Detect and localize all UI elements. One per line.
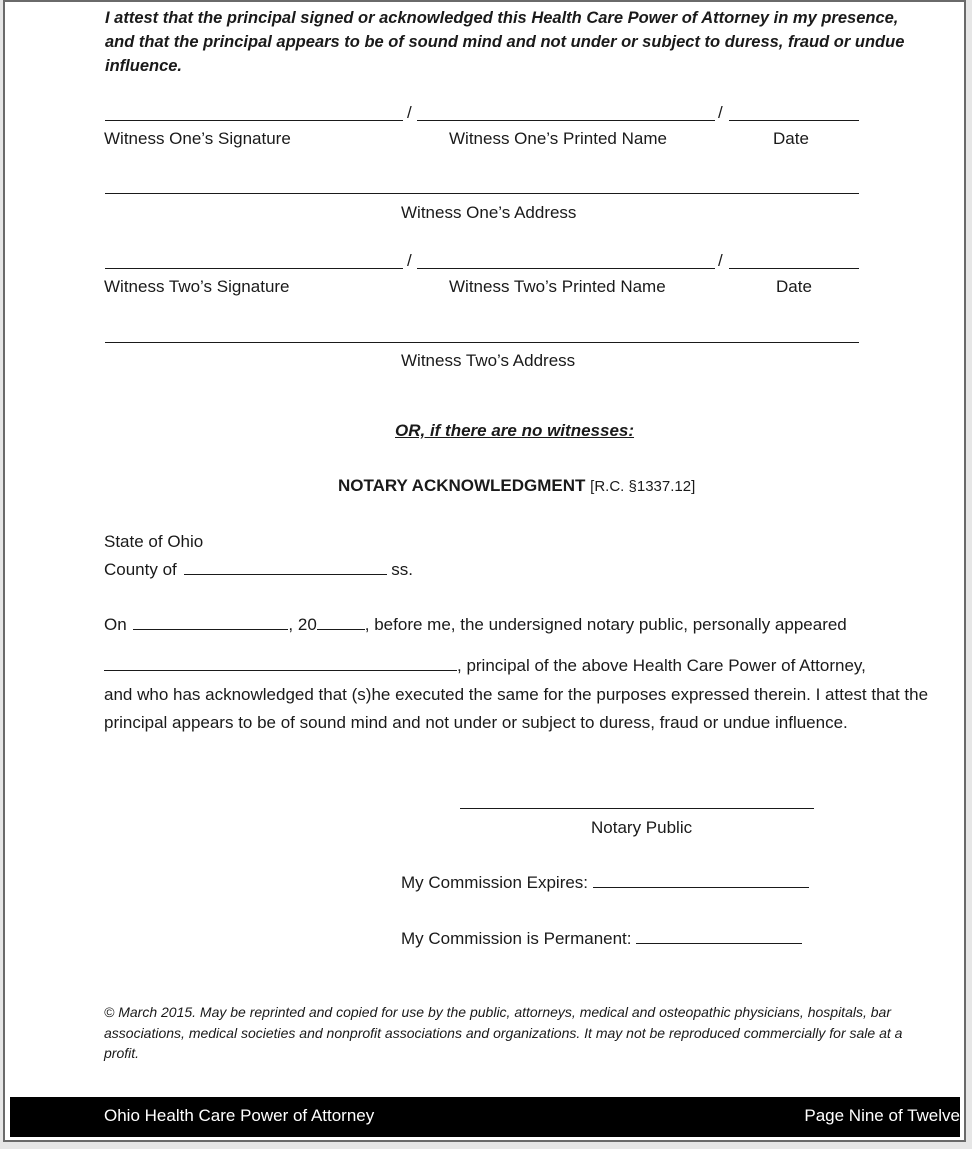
notary-signature-line[interactable] — [460, 808, 814, 809]
separator-slash: / — [718, 103, 723, 122]
on-prefix: On — [104, 615, 127, 634]
copyright-notice: © March 2015. May be reprinted and copied for use by the public, attorneys, medical and osteopathic physicians, hospitals, bar associations, medical societies and nonprofit associations and organizations. It may not be reproduced commercially for sale at a profit. — [104, 1004, 903, 1061]
no-witnesses-heading: OR, if there are no witnesses: — [395, 421, 635, 440]
principal-row — [104, 655, 866, 677]
witness-two-printed-name-label: Witness Two’s Printed Name — [449, 277, 666, 296]
witness-one-address-line[interactable] — [105, 193, 859, 194]
witness-one-address-label: Witness One’s Address — [401, 203, 577, 222]
commission-expires-row — [401, 872, 809, 894]
footer-document-title: Ohio Health Care Power of Attorney — [104, 1106, 375, 1125]
witness-two-signature-label: Witness Two’s Signature — [104, 277, 290, 296]
date-day-blank[interactable] — [133, 615, 288, 630]
county-prefix: County of — [104, 560, 177, 579]
commission-permanent-row — [401, 928, 802, 950]
witness-one-printed-name-label: Witness One’s Printed Name — [449, 129, 667, 148]
witness-one-date-line[interactable] — [729, 120, 859, 121]
witness-one-printed-name-line[interactable] — [417, 120, 715, 121]
appeared-text: , before me, the undersigned notary public, personally appeared — [364, 615, 847, 634]
commission-expires-blank[interactable] — [593, 873, 809, 888]
acknowledgment-paragraph: and who has acknowledged that (s)he executed the same for the purposes expressed therein. I attest that the principal appears to be of sound mind and not under or subject to duress, fraud or undue influence. — [104, 685, 929, 732]
county-blank[interactable] — [184, 560, 387, 575]
footer-bar — [10, 1097, 960, 1137]
county-suffix: ss. — [391, 560, 413, 579]
principal-text: , principal of the above Health Care Power of Attorney, — [457, 656, 866, 675]
commission-permanent-blank[interactable] — [636, 929, 802, 944]
witness-two-address-label: Witness Two’s Address — [401, 351, 576, 370]
witness-two-date-label: Date — [776, 277, 812, 296]
year-prefix: , 20 — [288, 615, 317, 634]
notary-citation: [R.C. §1337.12] — [590, 478, 696, 495]
appearance-date-row — [104, 614, 847, 636]
separator-slash: / — [407, 103, 412, 122]
year-blank[interactable] — [317, 615, 365, 630]
witness-one-signature-label: Witness One’s Signature — [104, 129, 291, 148]
notary-public-label: Notary Public — [591, 818, 693, 837]
separator-slash: / — [718, 251, 723, 270]
footer-page-label: Page Nine of Twelve — [804, 1106, 960, 1125]
attestation-statement: I attest that the principal signed or acknowledged this Health Care Power of Attorney in my presence, and that the principal appears to be of sound mind and not under or subject to duress, fraud or undue influence. — [105, 9, 905, 75]
principal-name-blank[interactable] — [104, 656, 457, 671]
witness-two-printed-name-line[interactable] — [417, 268, 715, 269]
witness-two-address-line[interactable] — [105, 342, 859, 343]
document-page — [3, 0, 966, 1142]
separator-slash: / — [407, 251, 412, 270]
witness-one-date-label: Date — [773, 129, 809, 148]
notary-acknowledgment-title — [338, 475, 695, 498]
state-label: State of Ohio — [104, 532, 204, 551]
witness-two-date-line[interactable] — [729, 268, 859, 269]
commission-expires-label: My Commission Expires: — [401, 873, 589, 892]
commission-permanent-label: My Commission is Permanent: — [401, 929, 632, 948]
county-row — [104, 559, 413, 581]
witness-one-signature-line[interactable] — [105, 120, 403, 121]
notary-title-text: NOTARY ACKNOWLEDGMENT — [338, 476, 586, 495]
witness-two-signature-line[interactable] — [105, 268, 403, 269]
